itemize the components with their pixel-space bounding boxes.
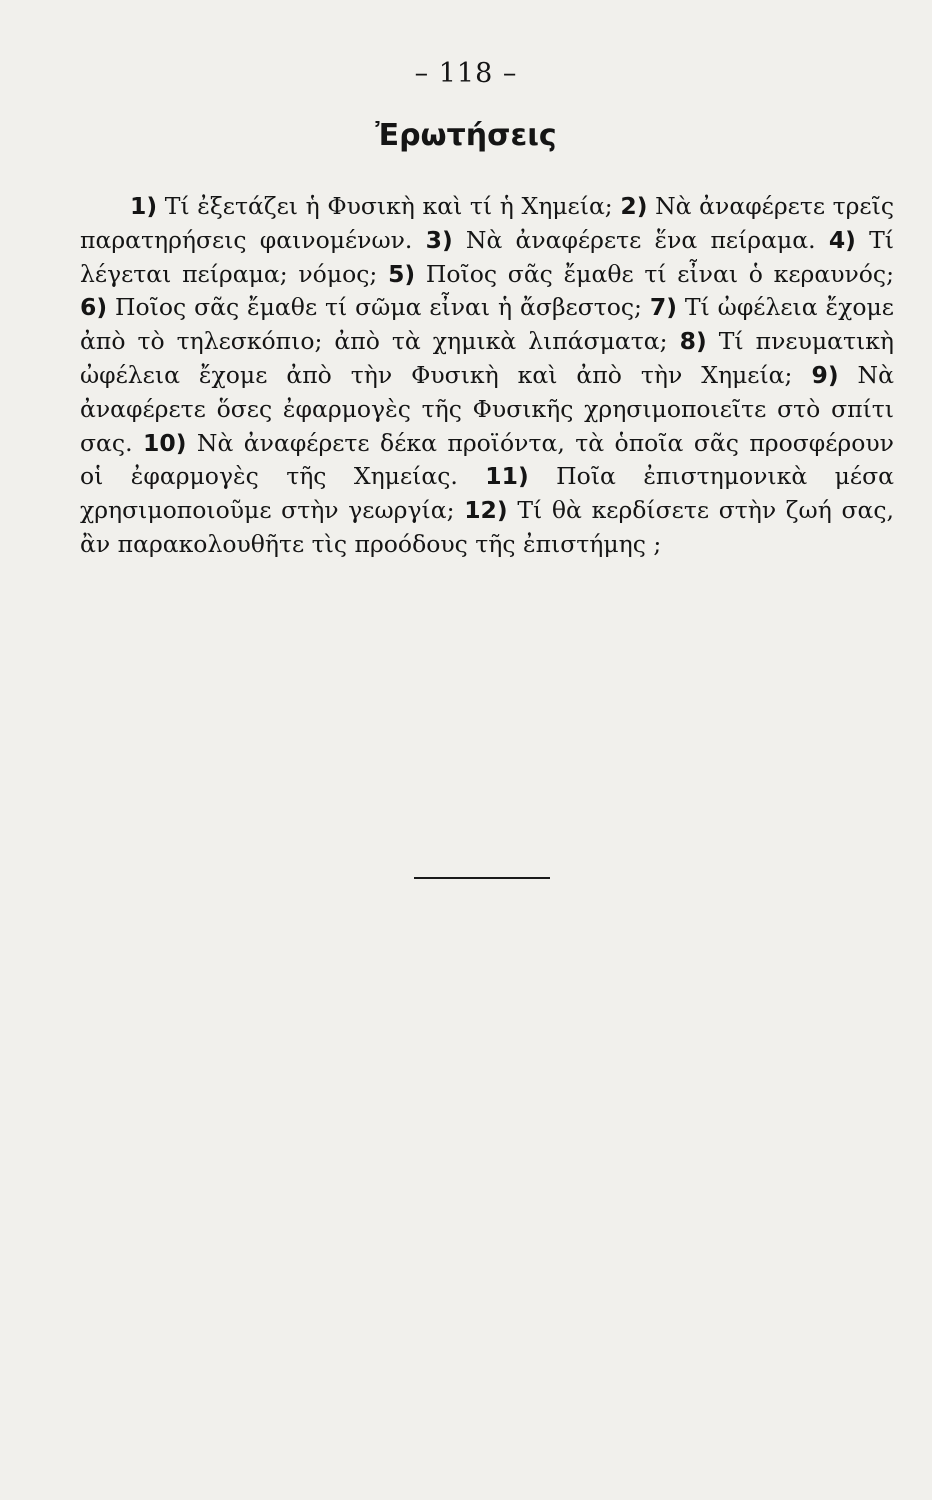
question-text: Ποῖα ἐπιστημονικὰ μέσα χρησιμοποιοῦμε στὴν γεωργία; [80,462,894,525]
question-text: Τί λέγεται πείραμα; νόμος; [80,225,894,288]
section-heading: Ἐρωτήσεις [375,118,557,153]
question-number: 10) [143,428,187,457]
question-number: 7) [649,293,677,322]
question-text: Τί ἐξετάζει ἡ Φυσικὴ καὶ τί ἡ Χημεία; [164,192,613,220]
question-text: Τί ὠφέλεια ἔχομε ἀπὸ τὸ τηλεσκόπιο; ἀπὸ τὰ χημικὰ λιπάσματα; [80,293,894,356]
question-number: 2) [620,192,648,220]
question-number: 4) [828,225,856,254]
question-number: 9) [811,360,839,389]
question-text: Νὰ ἀναφέρετε ἕνα πείραμα. [465,225,816,254]
question-text: Ποῖος σᾶς ἔμαθε τί εἶναι ὁ κεραυνός; [425,259,894,288]
question-text: Ποῖος σᾶς ἔμαθε τί σῶμα εἶναι ἡ ἄσβεστος; [115,293,642,322]
question-number: 3) [425,225,453,254]
questions-paragraph [80,190,894,562]
section-divider [414,877,550,879]
page-number: – 118 – [414,58,518,89]
question-number: 12) [464,496,508,525]
question-text: Τί πνευματικὴ ὠφέλεια ἔχομε ἀπὸ τὴν Φυσικὴ καὶ ἀπὸ τὴν Χημεία; [80,327,894,389]
question-number: 6) [80,293,108,322]
question-text: Νὰ ἀναφέρετε ὅσες ἐφαρμογὲς τῆς Φυσικῆς χρησιμοποιεῖτε στὸ σπίτι σας. [80,360,894,457]
question-text: Τί θὰ κερδίσετε στὴν ζωή σας, ἂν παρακολουθῆτε τὶς προόδους τῆς ἐπιστήμης ; [80,496,894,558]
question-text: Νὰ ἀναφέρετε τρεῖς παρατηρήσεις φαινομένων. [80,192,894,254]
question-number: 11) [485,462,529,491]
question-text: Νὰ ἀναφέρετε δέκα προϊόντα, τὰ ὁποῖα σᾶς προσφέρουν οἱ ἐφαρμογὲς τῆς Χημείας. [80,428,894,491]
question-number: 1) [130,192,158,220]
questions-text [80,190,894,562]
question-number: 8) [679,327,707,356]
question-number: 5) [388,259,416,288]
